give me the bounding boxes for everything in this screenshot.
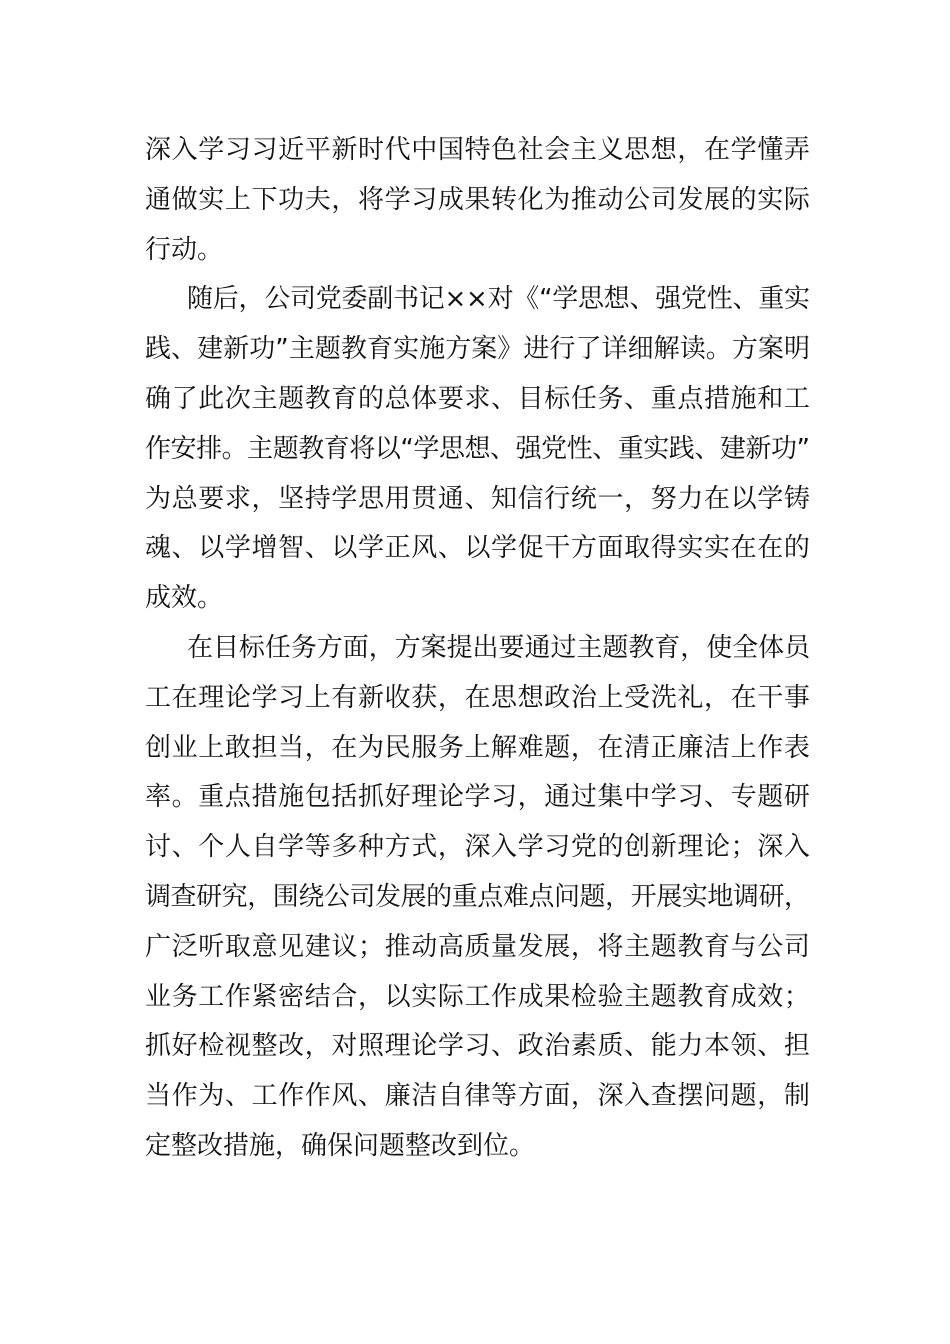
text-line: 广泛听取意见建议；推动高质量发展，将主题教育与公司 <box>145 931 811 962</box>
text-line: 行动。 <box>145 234 224 265</box>
text-line: 调查研究，围绕公司发展的重点难点问题，开展实地调研， <box>145 881 810 912</box>
paragraph-3 <box>145 624 810 1172</box>
text-line: 确了此次主题教育的总体要求、目标任务、重点措施和工 <box>145 383 811 414</box>
text-line: 讨、个人自学等多种方式，深入学习党的创新理论；深入 <box>145 832 811 863</box>
text-line: 深入学习习近平新时代中国特色社会主义思想，在学懂弄 <box>145 135 811 165</box>
text-line: 当作为、工作作风、廉洁自律等方面，深入查摆问题，制 <box>145 1081 811 1112</box>
text-line: 为总要求，坚持学思用贯通、知信行统一，努力在以学铸 <box>145 483 811 514</box>
paragraph-1 <box>145 126 810 275</box>
text-line: 抓好检视整改，对照理论学习、政治素质、能力本领、担 <box>145 1031 811 1062</box>
text-line: 践、建新功”主题教育实施方案》进行了详细解读。方案明 <box>145 334 811 365</box>
document-body <box>145 126 810 1172</box>
text-line: 通做实上下功夫，将学习成果转化为推动公司发展的实际 <box>145 184 811 215</box>
text-line: 作安排。主题教育将以“学思想、强党性、重实践、建新功” <box>145 433 810 464</box>
text-line: 创业上敢担当，在为民服务上解难题，在清正廉洁上作表 <box>145 732 811 763</box>
text-line: 随后，公司党委副书记××对《“学思想、强党性、重实 <box>187 284 810 315</box>
text-line: 业务工作紧密结合，以实际工作成果检验主题教育成效； <box>145 981 811 1012</box>
text-line: 在目标任务方面，方案提出要通过主题教育，使全体员 <box>187 632 811 663</box>
text-line: 率。重点措施包括抓好理论学习，通过集中学习、专题研 <box>145 782 811 813</box>
text-line: 定整改措施，确保问题整改到位。 <box>145 1130 536 1161</box>
text-line: 魂、以学增智、以学正风、以学促干方面取得实实在在的 <box>145 533 811 564</box>
text-line: 工在理论学习上有新收获，在思想政治上受洗礼，在干事 <box>145 682 811 713</box>
text-line: 成效。 <box>145 583 224 614</box>
paragraph-2 <box>145 275 810 624</box>
